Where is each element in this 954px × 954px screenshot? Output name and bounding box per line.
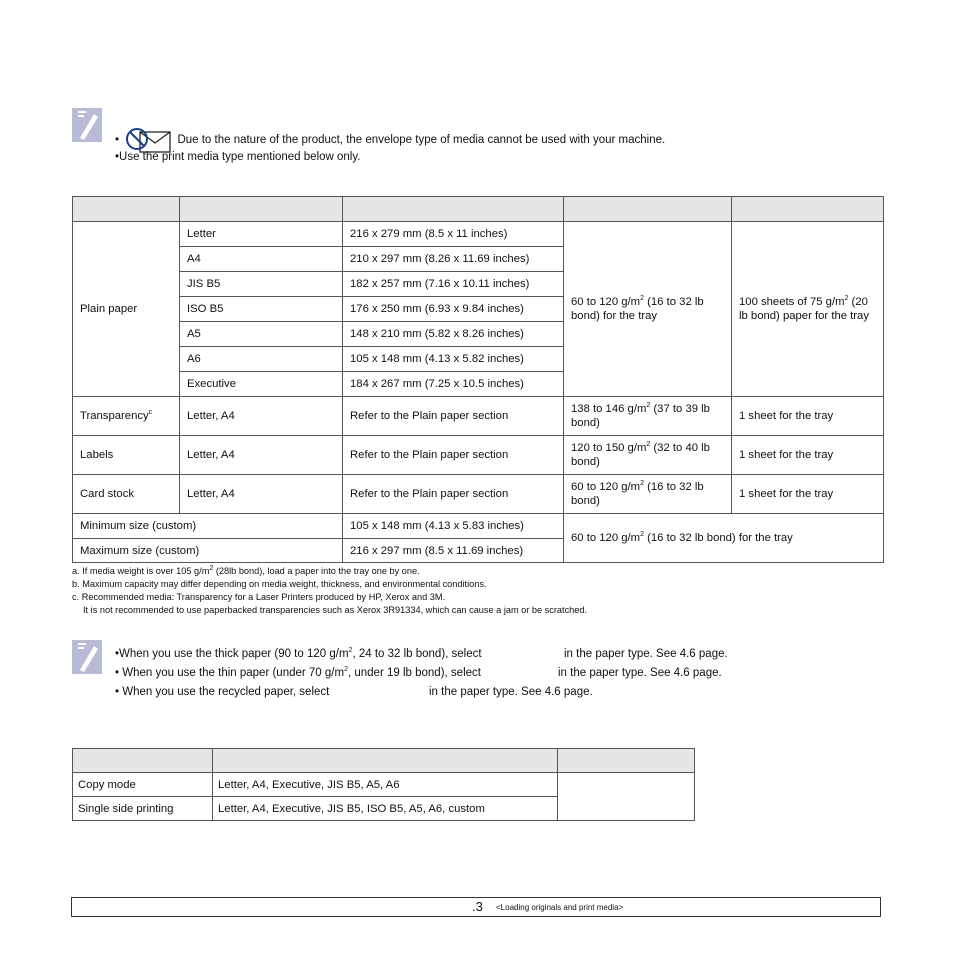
media-type-cell: Transparency$^c$ xyxy=(73,397,180,436)
capacity-cell: 100 sheets of 75 $g/m^2$ (20 lb bond) paper for the tray xyxy=(732,222,884,397)
size-cell: Executive xyxy=(180,372,343,397)
note2-line-3: • When you use the recycled paper, select xyxy=(115,686,330,698)
note2-line-1-end: in the paper type. See 4.6 page. xyxy=(564,648,728,660)
min-size-label: Minimum size (custom) xyxy=(73,514,343,539)
table-row xyxy=(73,397,884,436)
dimension-cell: Refer to the Plain paper section xyxy=(343,475,564,514)
mode-cell: Copy mode xyxy=(73,773,213,797)
weight-cell: 138 to 146 $g/m^2$ (37 to 39 lb bond) xyxy=(564,397,732,436)
mode-cell: Single side printing xyxy=(73,797,213,821)
size-cell: Letter, A4 xyxy=(180,475,343,514)
note2-line-3-end: in the paper type. See 4.6 page. xyxy=(429,686,593,698)
header-cell xyxy=(732,197,884,222)
note-icon xyxy=(72,108,102,142)
header-cell xyxy=(564,197,732,222)
table-row xyxy=(73,222,884,247)
size-cell: A6 xyxy=(180,347,343,372)
header-cell xyxy=(73,749,213,773)
paper-size-usage-table xyxy=(72,748,695,821)
weight-cell: 120 to 150 $g/m^2$ (32 to 40 lb bond) xyxy=(564,436,732,475)
note2-line-1: •When you use the thick paper (90 to 120 $g/m^2$, 24 to 32 lb bond), select xyxy=(115,647,482,660)
dimension-cell: 105 x 148 mm (4.13 x 5.83 inches) xyxy=(343,514,564,539)
table-row xyxy=(73,773,695,797)
media-type-cell: Plain paper xyxy=(73,222,180,397)
header-cell xyxy=(180,197,343,222)
note-bullet-2: •Use the print media type mentioned below only. xyxy=(115,151,361,163)
footnote-b: b. Maximum capacity may differ depending on media weight, thickness, and environmental conditions. xyxy=(72,579,487,589)
size-cell: Letter, A4 xyxy=(180,397,343,436)
section-title: <Loading originals and print media> xyxy=(496,903,624,912)
size-cell: A5 xyxy=(180,322,343,347)
dimension-cell: Refer to the Plain paper section xyxy=(343,397,564,436)
footnotes xyxy=(72,565,587,617)
dimension-cell: 148 x 210 mm (5.82 x 8.26 inches) xyxy=(343,322,564,347)
size-cell: JIS B5 xyxy=(180,272,343,297)
footnote-c: c. Recommended media: Transparency for a Laser Printers produced by HP, Xerox and 3M. xyxy=(72,592,446,602)
dimension-cell: 184 x 267 mm (7.25 x 10.5 inches) xyxy=(343,372,564,397)
table-row xyxy=(73,514,884,539)
capacity-cell: 1 sheet for the tray xyxy=(732,475,884,514)
size-cell: Letter, A4 xyxy=(180,436,343,475)
dimension-cell: 216 x 297 mm (8.5 x 11.69 inches) xyxy=(343,539,564,563)
header-cell xyxy=(73,197,180,222)
size-cell: A4 xyxy=(180,247,343,272)
capacity-cell: 1 sheet for the tray xyxy=(732,436,884,475)
dimension-cell: 210 x 297 mm (8.26 x 11.69 inches) xyxy=(343,247,564,272)
print-media-spec-table xyxy=(72,196,884,563)
size-cell: ISO B5 xyxy=(180,297,343,322)
table-header-row xyxy=(73,197,884,222)
header-cell xyxy=(558,749,695,773)
header-cell xyxy=(343,197,564,222)
weight-cell: 60 to 120 $g/m^2$ (16 to 32 lb bond) for the tray xyxy=(564,222,732,397)
dimension-cell: 182 x 257 mm (7.16 x 10.11 inches) xyxy=(343,272,564,297)
weight-cell: 60 to 120 $g/m^2$ (16 to 32 lb bond) xyxy=(564,475,732,514)
footnote-c-continued: It is not recommended to use paperbacked transparencies such as Xerox 3R91334, which can cause a jam or be scratched. xyxy=(83,605,588,615)
page-number: .3 xyxy=(472,899,483,914)
media-type-cell: Labels xyxy=(73,436,180,475)
note-icon xyxy=(72,640,102,674)
note2-line-2: • When you use the thin paper (under 70 $g/m^2$, under 19 lb bond), select xyxy=(115,666,481,679)
table-row xyxy=(73,475,884,514)
note2-line-2-end: in the paper type. See 4.6 page. xyxy=(558,667,722,679)
dimension-cell: 176 x 250 mm (6.93 x 9.84 inches) xyxy=(343,297,564,322)
dimension-cell: 216 x 279 mm (8.5 x 11 inches) xyxy=(343,222,564,247)
sizes-cell: Letter, A4, Executive, JIS B5, A5, A6 xyxy=(213,773,558,797)
size-cell: Letter xyxy=(180,222,343,247)
dimension-cell: 105 x 148 mm (4.13 x 5.82 inches) xyxy=(343,347,564,372)
dimension-cell: Refer to the Plain paper section xyxy=(343,436,564,475)
sizes-cell: Letter, A4, Executive, JIS B5, ISO B5, A5, A6, custom xyxy=(213,797,558,821)
table-header-row xyxy=(73,749,695,773)
note-bullet-1: • Due to the nature of the product, the envelope type of media cannot be used with your machine. xyxy=(115,126,665,154)
footnote-a: a. If media weight is over 105 $g/m^2$ (28lb bond), load a paper into the tray one by one. xyxy=(72,564,420,576)
capacity-cell: 1 sheet for the tray xyxy=(732,397,884,436)
header-cell xyxy=(213,749,558,773)
custom-weight-cell: 60 to 120 $g/m^2$ (16 to 32 lb bond) for the tray xyxy=(564,514,884,563)
media-type-cell: Card stock xyxy=(73,475,180,514)
table-row xyxy=(73,436,884,475)
page-footer xyxy=(71,897,881,917)
max-size-label: Maximum size (custom) xyxy=(73,539,343,563)
empty-cell xyxy=(558,773,695,821)
